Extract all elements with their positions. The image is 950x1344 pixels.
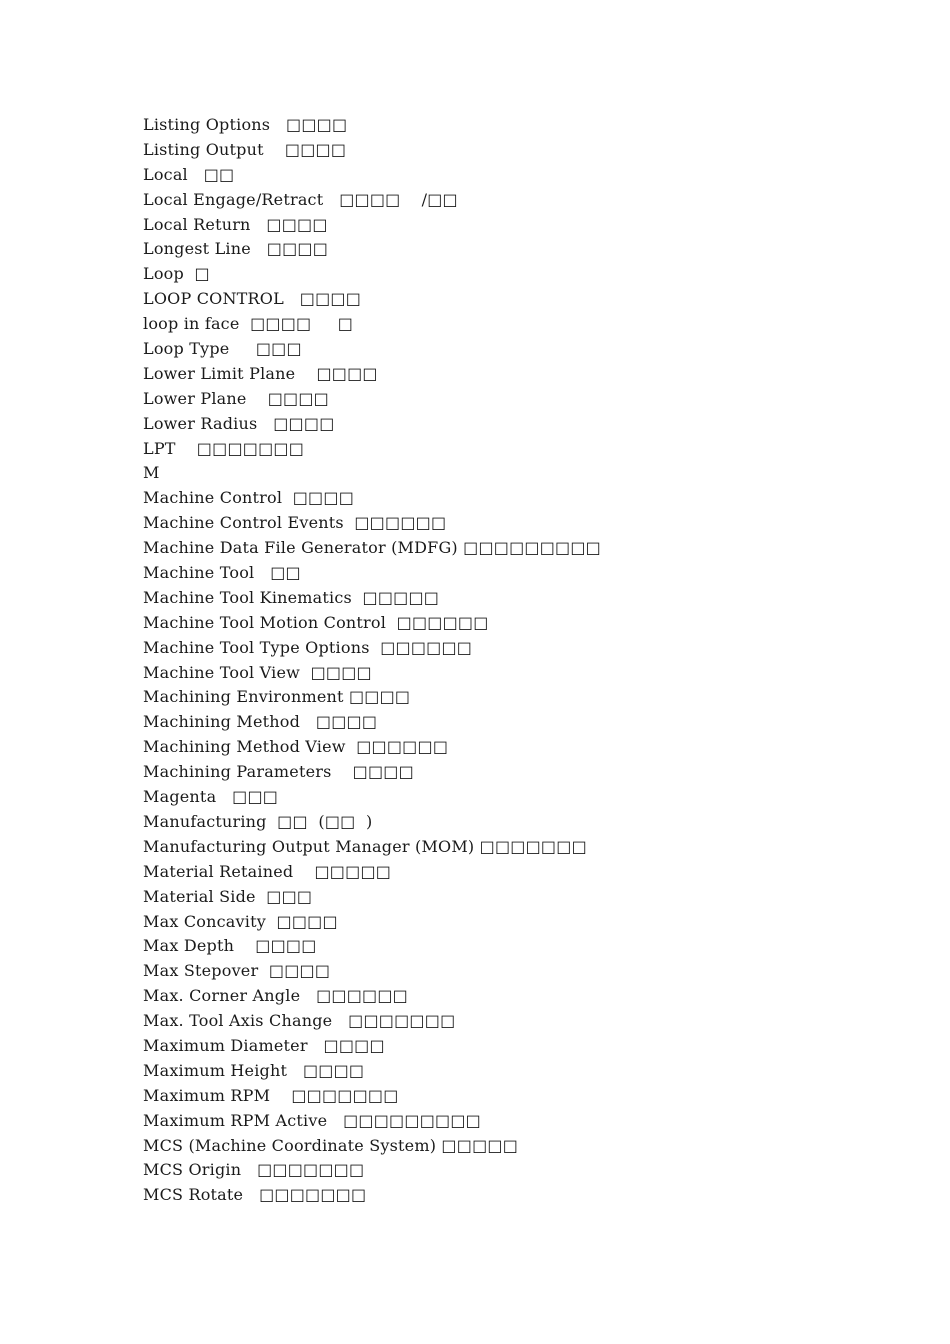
glossary-entry: Local Return □□□□ [143, 214, 328, 234]
glossary-entry: M [143, 463, 160, 483]
glossary-entry: Magenta □□□ [143, 787, 279, 807]
glossary-entry: Machine Tool □□ [143, 563, 301, 583]
glossary-entry: Local Engage/Retract □□□□ /□□ [143, 189, 458, 209]
glossary-entry: Machining Method □□□□ [143, 712, 378, 732]
glossary-entry: Maximum Height □□□□ [143, 1060, 365, 1080]
glossary-entry: Machine Tool Type Options □□□□□□ [143, 637, 473, 657]
glossary-entry: Max Depth □□□□ [143, 936, 317, 956]
glossary-entry: Maximum RPM Active □□□□□□□□□ [143, 1110, 481, 1130]
glossary-entry: MCS (Machine Coordinate System) □□□□□ [143, 1135, 519, 1155]
glossary-entry: Machining Method View □□□□□□ [143, 737, 449, 757]
glossary-entry: Machine Control Events □□□□□□ [143, 513, 447, 533]
glossary-entry: MCS Rotate □□□□□□□ [143, 1185, 367, 1205]
glossary-entry: Max Concavity □□□□ [143, 911, 338, 931]
glossary-entry: loop in face □□□□ □ [143, 314, 354, 334]
glossary-entry: Local □□ [143, 164, 235, 184]
glossary-entry: Max. Tool Axis Change □□□□□□□ [143, 1011, 456, 1031]
glossary-entry: Loop Type □□□ [143, 339, 302, 359]
glossary-entry: LOOP CONTROL □□□□ [143, 289, 362, 309]
glossary-entry: Maximum Diameter □□□□ [143, 1035, 385, 1055]
glossary-entry: Machine Tool Kinematics □□□□□ [143, 587, 440, 607]
glossary-entry: Machine Tool View □□□□ [143, 662, 372, 682]
glossary-entry: Machine Tool Motion Control □□□□□□ [143, 612, 489, 632]
glossary-entry: Lower Plane □□□□ [143, 388, 329, 408]
glossary-entry: Lower Radius □□□□ [143, 413, 335, 433]
glossary-entry: Manufacturing □□ (□□ ) [143, 811, 373, 831]
glossary-entry: LPT □□□□□□□ [143, 438, 305, 458]
glossary-entry: Machining Parameters □□□□ [143, 762, 414, 782]
glossary-entry: Machine Data File Generator (MDFG) □□□□□□□□□ [143, 538, 602, 558]
glossary-list [143, 113, 843, 1208]
glossary-entry: Manufacturing Output Manager (MOM) □□□□□□□ [143, 836, 587, 856]
glossary-entry: Lower Limit Plane □□□□ [143, 363, 378, 383]
glossary-entry: Material Side □□□ [143, 886, 313, 906]
glossary-entry: MCS Origin □□□□□□□ [143, 1160, 365, 1180]
glossary-entry: Longest Line □□□□ [143, 239, 329, 259]
glossary-entry: Max Stepover □□□□ [143, 961, 331, 981]
glossary-entry: Max. Corner Angle □□□□□□ [143, 986, 408, 1006]
glossary-entry: Listing Output □□□□ [143, 139, 347, 159]
glossary-entry: Listing Options □□□□ [143, 115, 348, 134]
glossary-entry: Material Retained □□□□□ [143, 861, 392, 881]
glossary-entry: Maximum RPM □□□□□□□ [143, 1085, 399, 1105]
glossary-entry: Machine Control □□□□ [143, 488, 355, 508]
glossary-entry: Loop □ [143, 264, 210, 284]
glossary-entry: Machining Environment □□□□ [143, 687, 411, 707]
